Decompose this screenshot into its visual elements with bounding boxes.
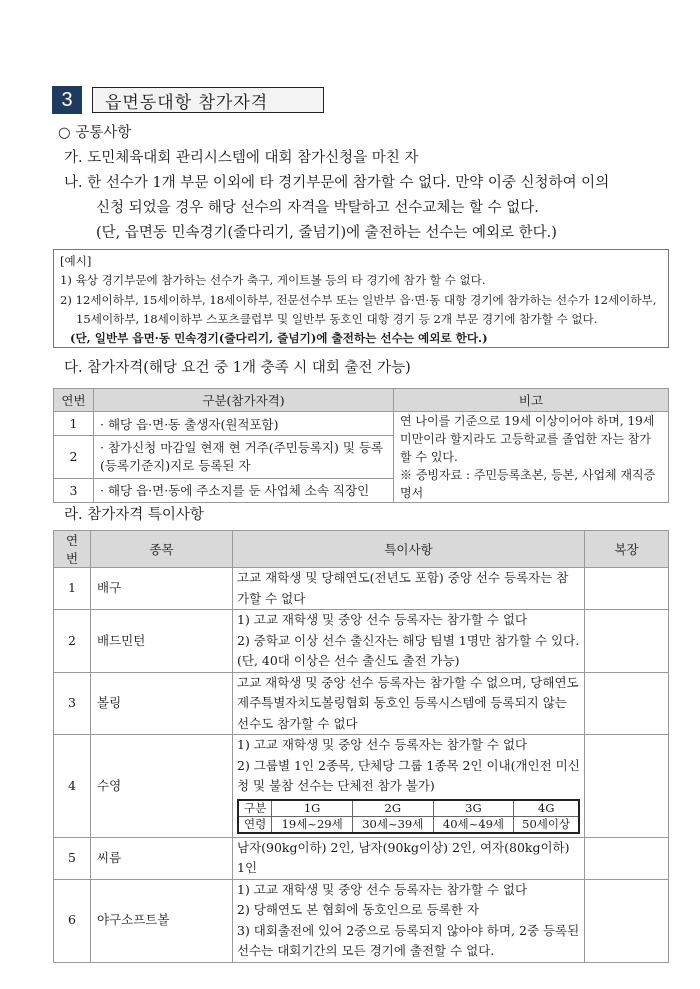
row-special [233, 672, 585, 735]
section-title: 읍면동대항 참가자격 [92, 87, 324, 113]
swim-age-table [237, 799, 580, 834]
row-attire [585, 610, 669, 673]
special-note: 남자(90kg이하) 2인, 남자(90kg이상) 2인, 여자(80kg이하) 1인 [237, 839, 570, 875]
section-number: 3 [52, 86, 82, 114]
qualification-note [394, 412, 669, 503]
special-heading: 라. 참가자격 특이사항 [64, 507, 204, 523]
age-cell: 19세~29세 [272, 816, 353, 833]
example-line: 2) 12세이하부, 15세이하부, 18세이하부, 전문선수부 또는 일반부 읍·면·동 대항 경기에 참가하는 선수가 12세이하부, [60, 292, 657, 307]
example-exception: (단, 일반부 읍면·동 민속경기(줄다리기, 줄넘기)에 출전하는 선수는 예외로 한다.) [70, 331, 488, 346]
section-header [52, 85, 324, 115]
table-row [54, 412, 669, 436]
special-table [53, 530, 669, 963]
common-heading: ○ 공통사항 [58, 125, 132, 141]
table-header-row [54, 531, 669, 568]
row-sport: 배드민턴 [91, 610, 233, 673]
special-note: 1) 고교 재학생 및 중앙 선수 등록자는 참가할 수 없다 [237, 881, 528, 897]
qualification-table [53, 388, 669, 503]
note-evidence: ※ 증빙자료 : 주민등록초본, 등본, 사업체 재직증명서 [400, 468, 656, 500]
row-no: 1 [54, 412, 94, 436]
row-no: 2 [54, 436, 94, 479]
row-sport: 야구소프트볼 [91, 879, 233, 962]
table-row [54, 610, 669, 673]
row-sport: 씨름 [91, 837, 233, 879]
table-row [54, 672, 669, 735]
special-note: 1) 고교 재학생 및 중앙 선수 등록자는 참가할 수 없다 [237, 612, 528, 627]
row-no: 2 [54, 610, 91, 673]
special-note: 2) 당해연도 본 협회에 동호인으로 등록한 자 [237, 902, 479, 917]
row-no: 1 [54, 568, 91, 610]
row-no: 6 [54, 879, 91, 962]
row-desc: · 참가신청 마감일 현재 현 거주(주민등록지) 및 등록(등록기준지)지로 등록된 자 [94, 436, 394, 479]
example-box [53, 249, 669, 348]
common-item-na-cont: 신청 되었을 경우 해당 선수의 자격을 박탈하고 선수교체는 할 수 없다. [96, 200, 539, 216]
table-row [54, 879, 669, 962]
row-attire [585, 568, 669, 610]
example-line: 15세이하부, 18세이하부 스포츠클럽부 및 일반부 동호인 대항 경기 등 2개 부문 경기에 참가할 수 없다. [76, 311, 598, 326]
age-cell: 구분 [238, 800, 272, 817]
row-special [233, 735, 585, 838]
table-row [54, 837, 669, 879]
age-range-row [238, 816, 579, 833]
age-cell: 3G [433, 800, 514, 817]
row-special [233, 879, 585, 962]
note-age: 연 나이를 기준으로 19세 이상이어야 하며, 19세 미만이라 할지라도 고등학교를 졸업한 자는 참가할 수 있다. [400, 414, 655, 464]
age-cell: 40세~49세 [433, 816, 514, 833]
row-attire [585, 735, 669, 838]
col-header-category: 구분(참가자격) [94, 389, 394, 412]
special-note: 2) 중학교 이상 선수 출신자는 해당 팀별 1명만 참가할 수 있다.(단, 40대 이상은 선수 출신도 출전 가능) [237, 632, 580, 668]
col-header-no: 연번 [54, 389, 94, 412]
table-row [54, 568, 669, 610]
row-desc: · 해당 읍·면·동에 주소지를 둔 사업체 소속 직장인 [94, 478, 394, 502]
row-sport: 배구 [91, 568, 233, 610]
row-desc: · 해당 읍·면·동 출생자(원적포함) [94, 412, 394, 436]
age-cell: 30세~39세 [352, 816, 433, 833]
col-header-no: 연번 [54, 531, 91, 568]
col-header-special: 특이사항 [233, 531, 585, 568]
common-item-na-exception: (단, 읍면동 민속경기(줄다리기, 줄넘기)에 출전하는 선수는 예외로 한다.) [96, 225, 557, 241]
example-line: 1) 육상 경기부문에 참가하는 선수가 축구, 게이트볼 등의 타 경기에 참가 할 수 없다. [60, 273, 486, 288]
age-cell: 4G [514, 800, 579, 817]
common-item-ga: 가. 도민체육대회 관리시스템에 대회 참가신청을 마친 자 [64, 150, 419, 166]
row-no: 3 [54, 478, 94, 502]
table-row [54, 735, 669, 838]
age-cell: 2G [352, 800, 433, 817]
row-attire [585, 837, 669, 879]
row-no: 3 [54, 672, 91, 735]
special-note: 3) 대회출전에 있어 2중으로 등록되지 않아야 하며, 2중 등록된 선수는 대회기간의 모든 경기에 출전할 수 없다. [237, 922, 580, 958]
special-note: 고교 재학생 및 중앙 선수 등록자는 참가할 수 없으며, 당해연도 제주특별자치도볼링협회 동호인 등록시스템에 등록되지 않는 선수도 참가할 수 없다 [237, 674, 579, 731]
row-attire [585, 672, 669, 735]
row-no: 4 [54, 735, 91, 838]
row-no: 5 [54, 837, 91, 879]
row-sport: 수영 [91, 735, 233, 838]
row-special [233, 568, 585, 610]
qualification-heading: 다. 참가자격(해당 요건 중 1개 충족 시 대회 출전 가능) [64, 360, 411, 376]
row-special [233, 610, 585, 673]
age-cell: 연령 [238, 816, 272, 833]
row-special [233, 837, 585, 879]
age-cell: 50세이상 [514, 816, 579, 833]
col-header-attire: 복장 [585, 531, 669, 568]
common-item-na: 나. 한 선수가 1개 부문 이외에 타 경기부문에 참가할 수 없다. 만약 이중 신청하여 이의 [64, 175, 610, 191]
special-note: 1) 고교 재학생 및 중앙 선수 등록자는 참가할 수 없다 [237, 737, 528, 752]
col-header-note: 비고 [394, 389, 669, 412]
age-group-row [238, 800, 579, 817]
row-sport: 볼링 [91, 672, 233, 735]
special-note: 2) 그룹별 1인 2종목, 단체당 그룹 1종목 2인 이내(개인전 미신청 및 불참 선수는 단체전 참가 불가) [237, 757, 580, 793]
special-note: 고교 재학생 및 당해연도(전년도 포함) 중앙 선수 등록자는 참가할 수 없다 [237, 570, 569, 606]
col-header-sport: 종목 [91, 531, 233, 568]
example-label: [예시] [60, 254, 92, 268]
row-attire [585, 879, 669, 962]
age-cell: 1G [272, 800, 353, 817]
table-header-row [54, 389, 669, 412]
